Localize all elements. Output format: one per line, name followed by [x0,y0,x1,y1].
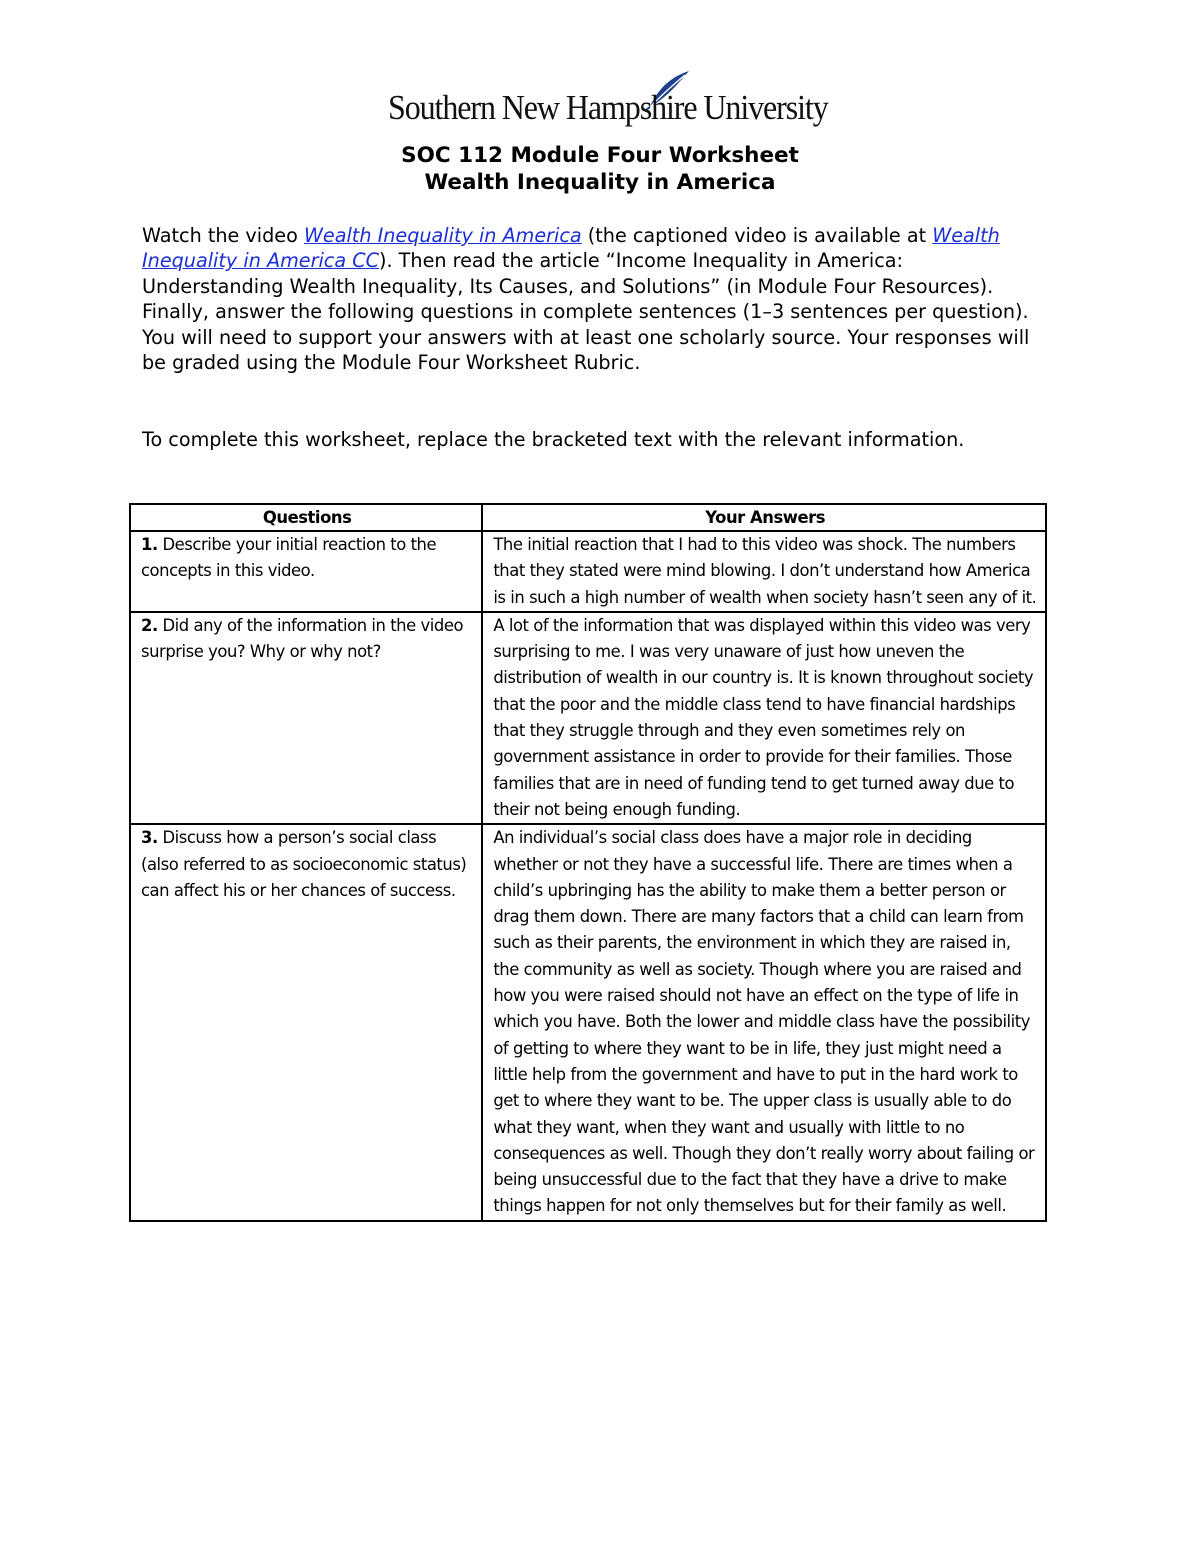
question-number: 2. [141,615,158,635]
page-subtitle: Wealth Inequality in America [424,170,776,195]
questions-header: Questions [130,504,482,531]
question-text: Describe your initial reaction to the concepts in this video. [141,535,437,581]
intro-prefix: Watch the video [142,224,304,247]
question-number: 3. [141,828,158,848]
qa-table [129,503,1047,1222]
video-link[interactable]: Wealth Inequality in America [303,224,582,247]
answer-cell[interactable]: The initial reaction that I had to this video was shock. The numbers that they stated were mind blowing. I don’t understand how America is in such a high number of wealth when society hasn’t seen any of it. [482,531,1046,612]
intro-paragraph [142,223,1047,375]
question-cell [130,531,482,612]
table-row [130,824,1046,1220]
question-cell [130,612,482,824]
question-number: 1. [141,535,158,554]
captioned-video-link[interactable]: Wealth Inequality in America CC [142,224,1000,273]
answer-cell[interactable]: An individual’s social class does have a major role in deciding whether or not they have a successful life. There are times when a child’s upbringing has the ability to make them a better person or drag them down. There are many factors that a child can learn from such as their parents, the environment in which they are raised in, the community as well as society. Though where you are raised and how you were raised should not have an effect on the type of life in which you have. Both the lower and middle class have the possibility of getting to where they want to be in life, they just might need a little help from the government and have to put in the hard work to get to where they want to be. The upper class is usually able to do what they want, when they want and usually with little to no consequences as well. Though they don’t really worry about failing or being unsuccessful due to the fact that they have a drive to make things happen for not only themselves but for their family as well. [482,824,1046,1220]
table-row [130,612,1046,824]
question-text: Discuss how a person’s social class (also referred to as socioeconomic status) can affect his or her chances of success. [141,828,467,900]
university-logo [388,68,828,138]
answer-cell[interactable]: A lot of the information that was displayed within this video was very surprising to me. I was very unaware of just how uneven the distribution of wealth in our country is. It is known throughout society that the poor and the middle class tend to have financial hardships that they struggle through and they even sometimes rely on government assistance in order to provide for their families. Those families that are in need of funding tend to get turned away due to their not being enough funding. [482,612,1046,824]
question-text: Did any of the information in the video surprise you? Why or why not? [141,615,464,662]
table-header-row [130,504,1046,531]
instruction-paragraph: To complete this worksheet, replace the bracketed text with the relevant information. [142,428,965,451]
answers-header: Your Answers [482,504,1046,531]
intro-suffix: ). Then read the article “Income Inequality in America: Understanding Wealth Inequality, Its Causes, and Solutions” (in Module Four Resources). Finally, answer the following questions in complete sentences (1–3 sentences per question). You will need to support your answers with at least one scholarly source. Your responses will be graded using the Module Four Worksheet Rubric. [142,249,1030,375]
intro-middle: (the captioned video is available at [581,224,933,247]
table-row [130,531,1046,612]
logo-wordmark: Southern New Hampshire University [388,88,828,127]
page-title: SOC 112 Module Four Worksheet [401,143,799,168]
question-cell [130,824,482,1220]
